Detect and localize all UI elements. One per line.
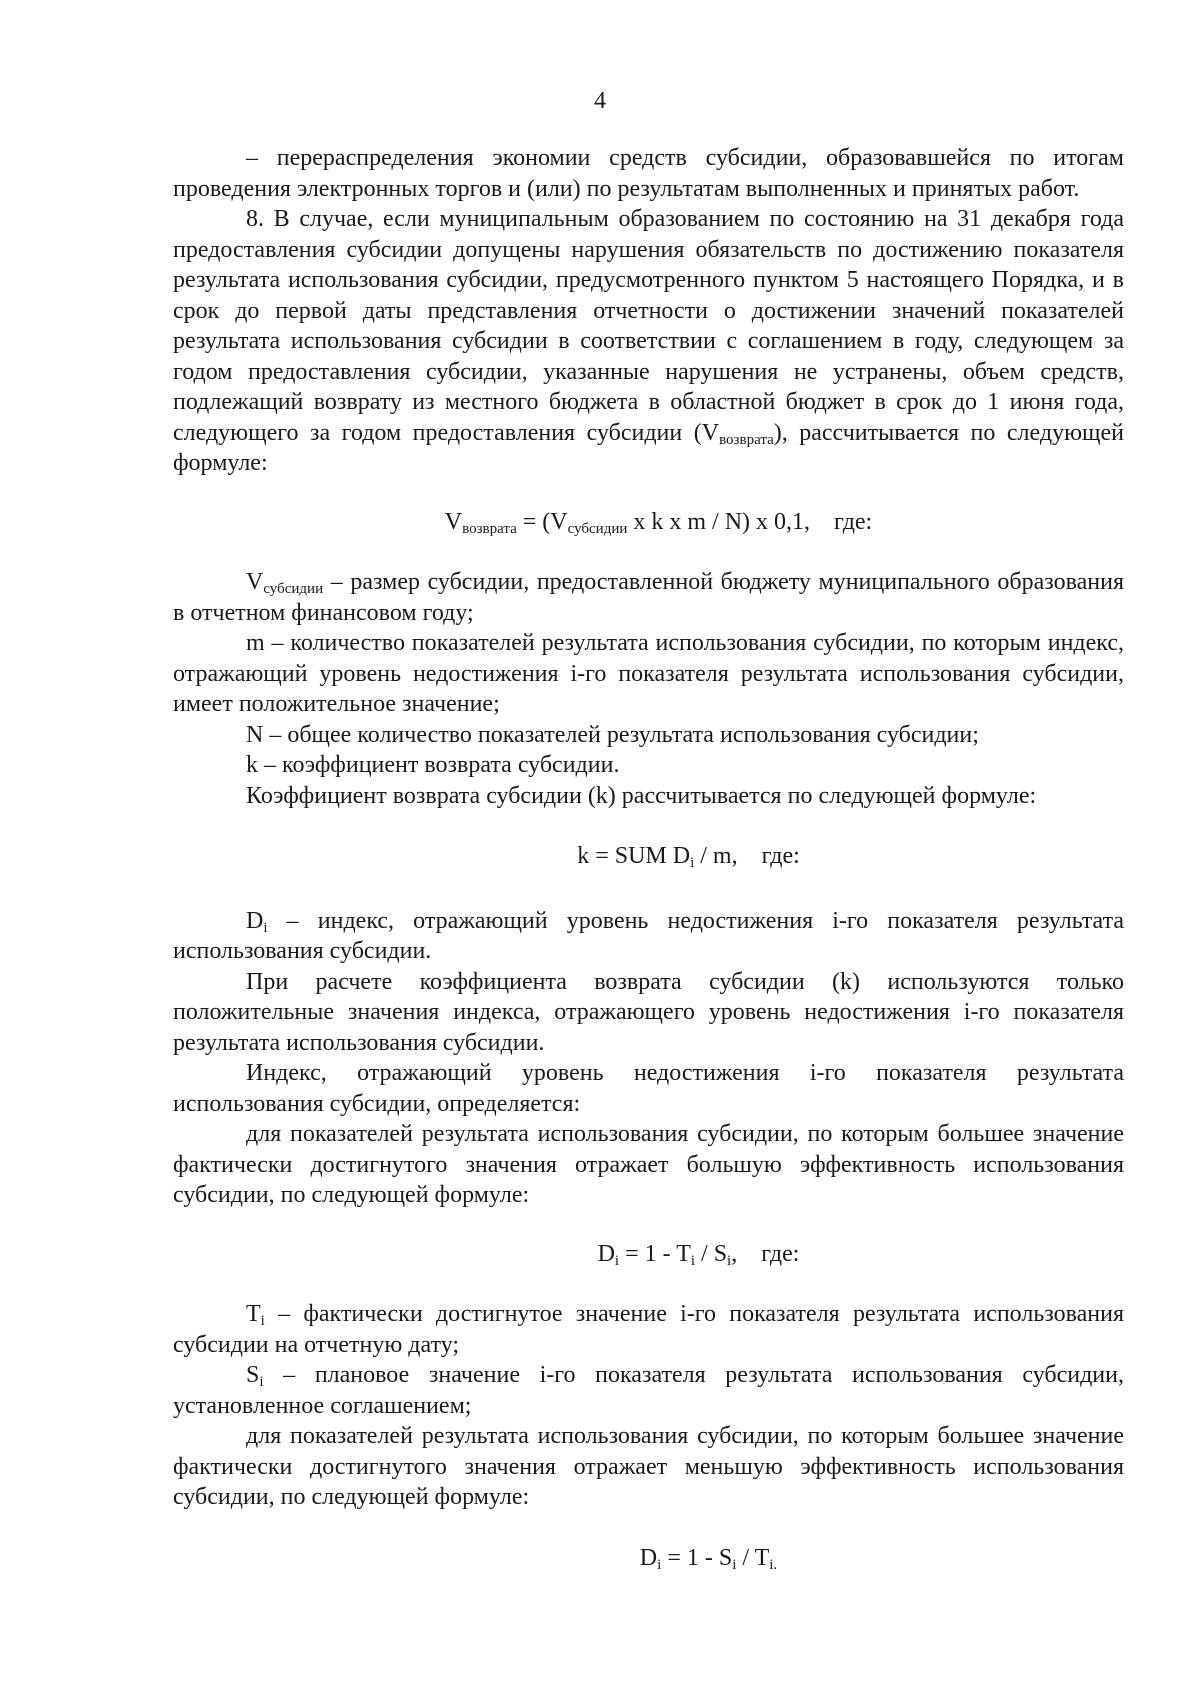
definition-n: N – общее количество показателей результата использования субсидии; [246,721,979,748]
case-lesser-efficiency: для показателей результата использования субсидии, по которым большее значение фактически достигнутого значения отражает меньшую эффективность использования субсидии, по следующей формуле: [173,1423,1124,1510]
document-body [173,143,1124,1573]
formula-d-greater: $D_i = 1 - T_i / S_i$, где: [597,1240,800,1269]
case-greater-efficiency: для показателей результата использования субсидии, по которым большее значение фактически достигнутого значения отражает большую эффективность использования субсидии, по следующей формуле: [173,1121,1124,1208]
k-formula-intro: Коэффициент возврата субсидии (k) рассчитывается по следующей формуле: [246,782,1037,809]
index-definition: Индекс, отражающий уровень недостижения i-го показателя результата использования субсидии, определяется: [173,1060,1124,1117]
definition-t: $T_i$ – фактически достигнутое значение i-го показателя результата использования субсидии на отчетную дату; [173,1301,1124,1358]
paragraph-redistribution: – перераспределения экономии средств субсидии, образовавшейся по итогам проведения электронных торгов и (или) по результатам выполненных и принятых работ. [173,145,1124,202]
definition-m: m – количество показателей результата использования субсидии, по которым индекс, отражающий уровень недостижения i-го показателя результата использования субсидии, имеет положительное значение; [173,630,1124,717]
formula-d-lesser: $D_i = 1 - S_i / T_{i.}$ [639,1544,778,1573]
definition-d: $D_i$ – индекс, отражающий уровень недостижения i-го показателя результата использования субсидии. [173,907,1124,964]
formula-v-return: $V_{возврата} = (V_{субсидии}$ x k x m / N) x 0,1, где: [444,508,873,537]
definition-s: $S_i$ – плановое значение i-го показателя результата использования субсидии, установленное соглашением; [173,1362,1124,1419]
calc-note: При расчете коэффициента возврата субсидии (k) используются только положительные значения индекса, отражающего уровень недостижения i-го показателя результата использования субсидии. [173,968,1124,1056]
page-number: 4 [594,88,606,114]
formula-k: k = SUM $D_i$ / m, где: [577,843,800,871]
definition-k: k – коэффициент возврата субсидии. [246,752,620,778]
paragraph-clause-8: 8. В случае, если муниципальным образованием по состоянию на 31 декабря года предоставления субсидии допущены нарушения обязательств по достижению показателя результата использования субсидии, предусмотренного пунктом 5 настоящего Порядка, и в срок до первой даты представления отчетности о достижении значений показателей результата использования субсидии в соответствии с соглашением в году, следующем за годом предоставления субсидии, указанные нарушения не устранены, объем средств, подлежащий возврату из местного бюджета в областной бюджет в срок до 1 июня года, следующего за годом предоставления субсидии $(V_{возврата})$, рассчитывается по следующей формуле: [173,206,1124,476]
definition-v-subsidy: $V_{субсидии}$ – размер субсидии, предоставленной бюджету муниципального образования в отчетном финансовом году; [173,569,1124,626]
